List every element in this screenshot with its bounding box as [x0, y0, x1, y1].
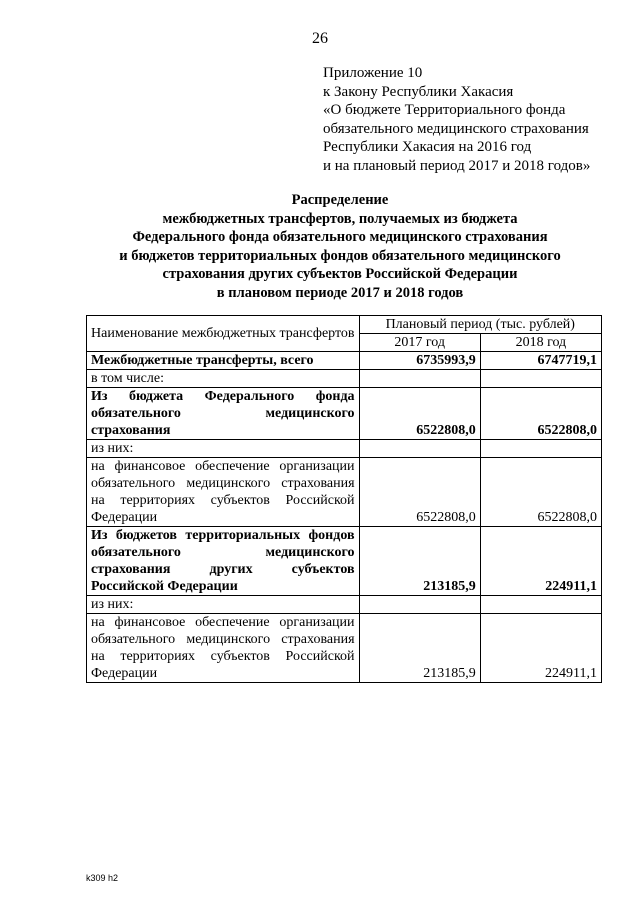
table-row [87, 388, 602, 440]
row-value-2017 [359, 370, 480, 388]
appendix-line: «О бюджете Территориального фонда [323, 102, 566, 118]
row-name: на финансовое обеспечение организации обязательного медицинского страхования на территориях субъектов Российской Федерации [87, 458, 360, 527]
footer-code: k309 h2 [86, 873, 119, 883]
appendix-line: к Закону Республики Хакасия [323, 83, 514, 100]
appendix-note [323, 64, 590, 175]
header-year-2018: 2018 год [480, 334, 601, 352]
document-title [40, 191, 640, 302]
row-value-2017: 213185,9 [359, 614, 480, 683]
page-number: 26 [312, 30, 328, 47]
row-value-2017: 6522808,0 [359, 458, 480, 527]
title-line: и бюджетов территориальных фондов обязательного медицинского [119, 247, 561, 264]
appendix-line: обязательного медицинского страхования [323, 120, 589, 137]
table-row [87, 596, 602, 614]
row-value-2017: 6735993,9 [359, 352, 480, 370]
table-header-row [87, 316, 602, 334]
row-name: Из бюджета Федерального фонда обязательного медицинского страхования [87, 388, 360, 440]
row-name: Межбюджетные трансферты, всего [87, 352, 360, 370]
row-value-2018: 6522808,0 [480, 388, 601, 440]
appendix-line: Приложение 10 [323, 65, 423, 81]
title-line: в плановом периоде 2017 и 2018 годов [216, 284, 464, 301]
appendix-line: Республики Хакасия на 2016 год [323, 139, 532, 155]
transfers-table [86, 315, 602, 683]
appendix-line: и на плановый период 2017 и 2018 годов» [323, 157, 591, 174]
row-value-2017 [359, 440, 480, 458]
row-value-2017: 6522808,0 [359, 388, 480, 440]
row-name: из них: [87, 596, 360, 614]
row-value-2017: 213185,9 [359, 527, 480, 596]
table-row [87, 370, 602, 388]
row-name: на финансовое обеспечение организации обязательного медицинского страхования на территориях субъектов Российской Федерации [87, 614, 360, 683]
title-line: Распределение [291, 192, 389, 208]
table-row [87, 614, 602, 683]
title-line: Федерального фонда обязательного медицинского страхования [132, 229, 548, 245]
row-name: Из бюджетов территориальных фондов обязательного медицинского страхования других субъектов Российской Федерации [87, 527, 360, 596]
header-name-column: Наименование межбюджетных трансфертов [87, 316, 360, 352]
row-value-2018 [480, 370, 601, 388]
header-period: Плановый период (тыс. рублей) [359, 316, 601, 334]
header-year-2017: 2017 год [359, 334, 480, 352]
row-value-2018: 6747719,1 [480, 352, 601, 370]
row-value-2018: 224911,1 [480, 614, 601, 683]
table-row [87, 527, 602, 596]
row-value-2018: 6522808,0 [480, 458, 601, 527]
row-name: в том числе: [87, 370, 360, 388]
row-name: из них: [87, 440, 360, 458]
row-value-2018 [480, 596, 601, 614]
table-row [87, 352, 602, 370]
title-line: межбюджетных трансфертов, получаемых из бюджета [162, 210, 518, 227]
table-row [87, 458, 602, 527]
row-value-2018 [480, 440, 601, 458]
title-line: страхования других субъектов Российской Федерации [162, 266, 518, 282]
row-value-2017 [359, 596, 480, 614]
table-row [87, 440, 602, 458]
row-value-2018: 224911,1 [480, 527, 601, 596]
